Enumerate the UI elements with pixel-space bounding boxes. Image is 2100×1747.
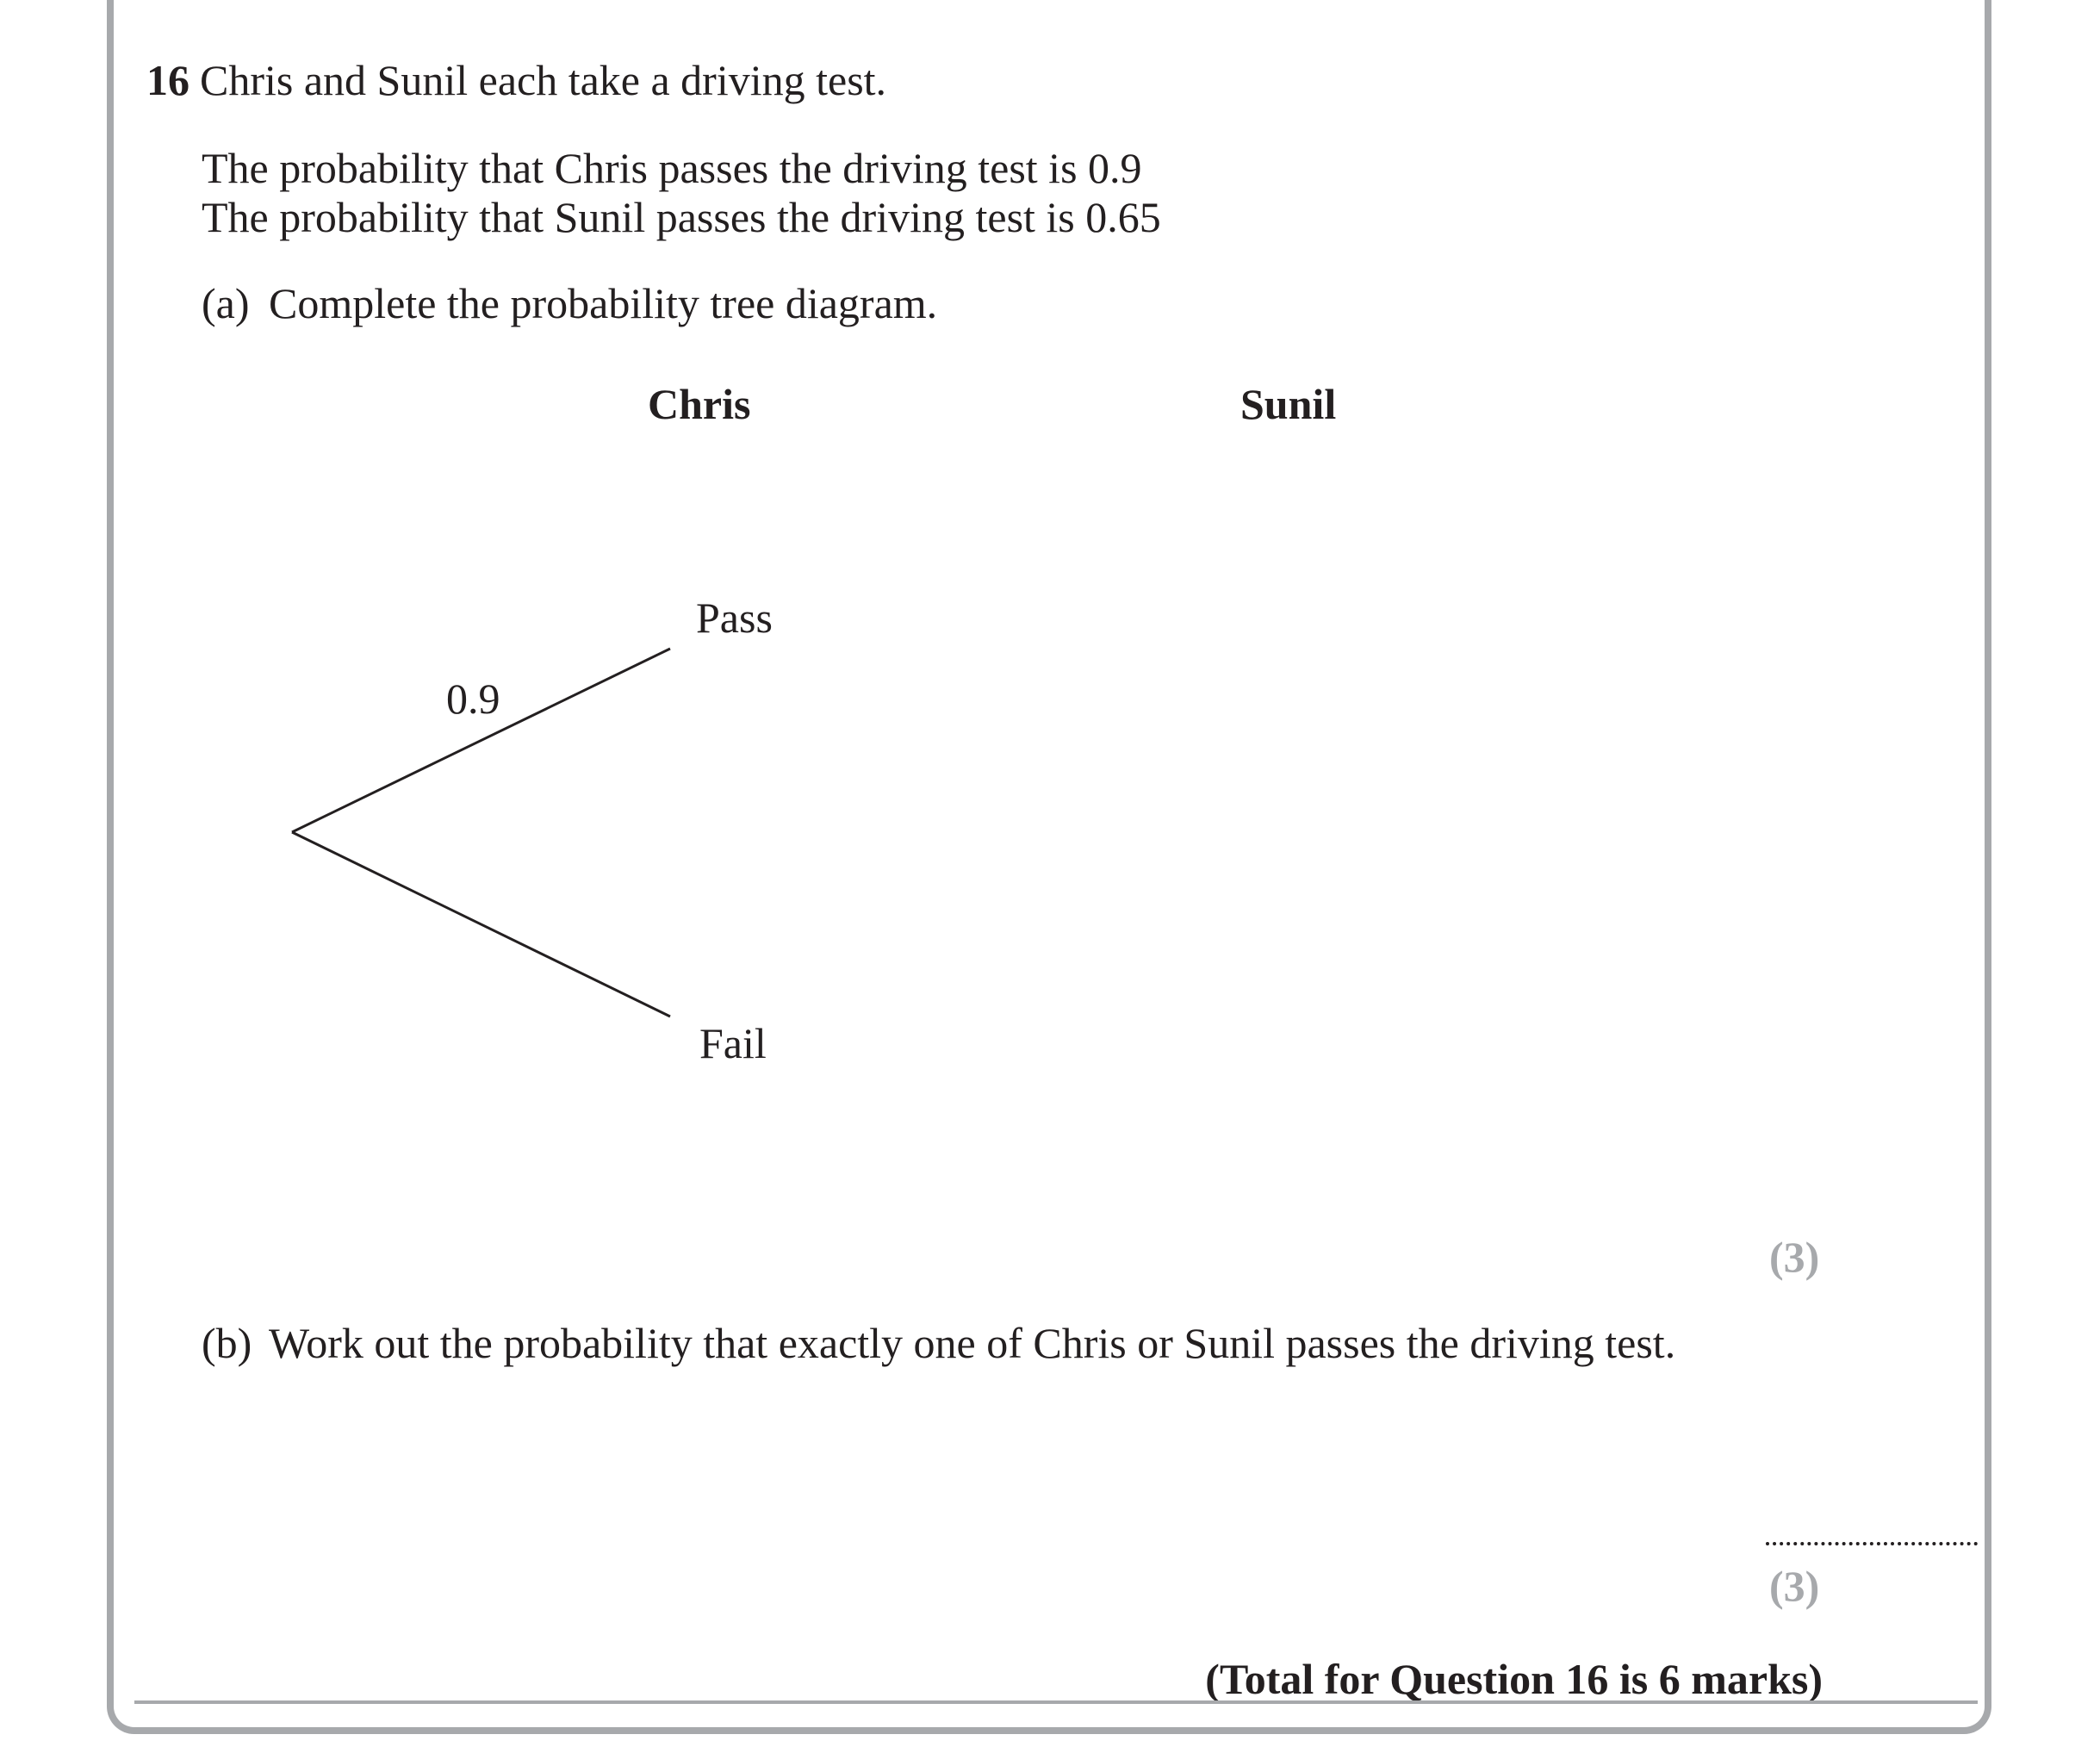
pass-probability-label: 0.9 xyxy=(446,675,500,723)
part-a-marks: (3) xyxy=(1769,1233,1820,1281)
part-a-label: (a) xyxy=(202,279,250,327)
tree-header-sunil: Sunil xyxy=(1240,380,1337,428)
bottom-rule xyxy=(134,1700,1978,1704)
tree-header-chris: Chris xyxy=(648,380,751,428)
branch-fail xyxy=(292,832,670,1016)
part-b-text: Work out the probability that exactly one of Chris or Sunil passes the driving test. xyxy=(269,1319,1676,1367)
question-intro: Chris and Sunil each take a driving test. xyxy=(200,56,887,104)
part-b-label: (b) xyxy=(202,1319,252,1367)
part-b-marks: (3) xyxy=(1769,1562,1820,1610)
fail-outcome-label: Fail xyxy=(699,1019,767,1067)
part-a-text: Complete the probability tree diagram. xyxy=(269,279,938,327)
question-total: (Total for Question 16 is 6 marks) xyxy=(1205,1655,1823,1703)
answer-line[interactable] xyxy=(1766,1542,1978,1545)
question-number: 16 xyxy=(146,56,189,104)
sunil-probability-text: The probability that Sunil passes the driving test is 0.65 xyxy=(202,193,1161,241)
pass-outcome-label: Pass xyxy=(696,594,773,642)
chris-probability-text: The probability that Chris passes the driving test is 0.9 xyxy=(202,144,1142,192)
